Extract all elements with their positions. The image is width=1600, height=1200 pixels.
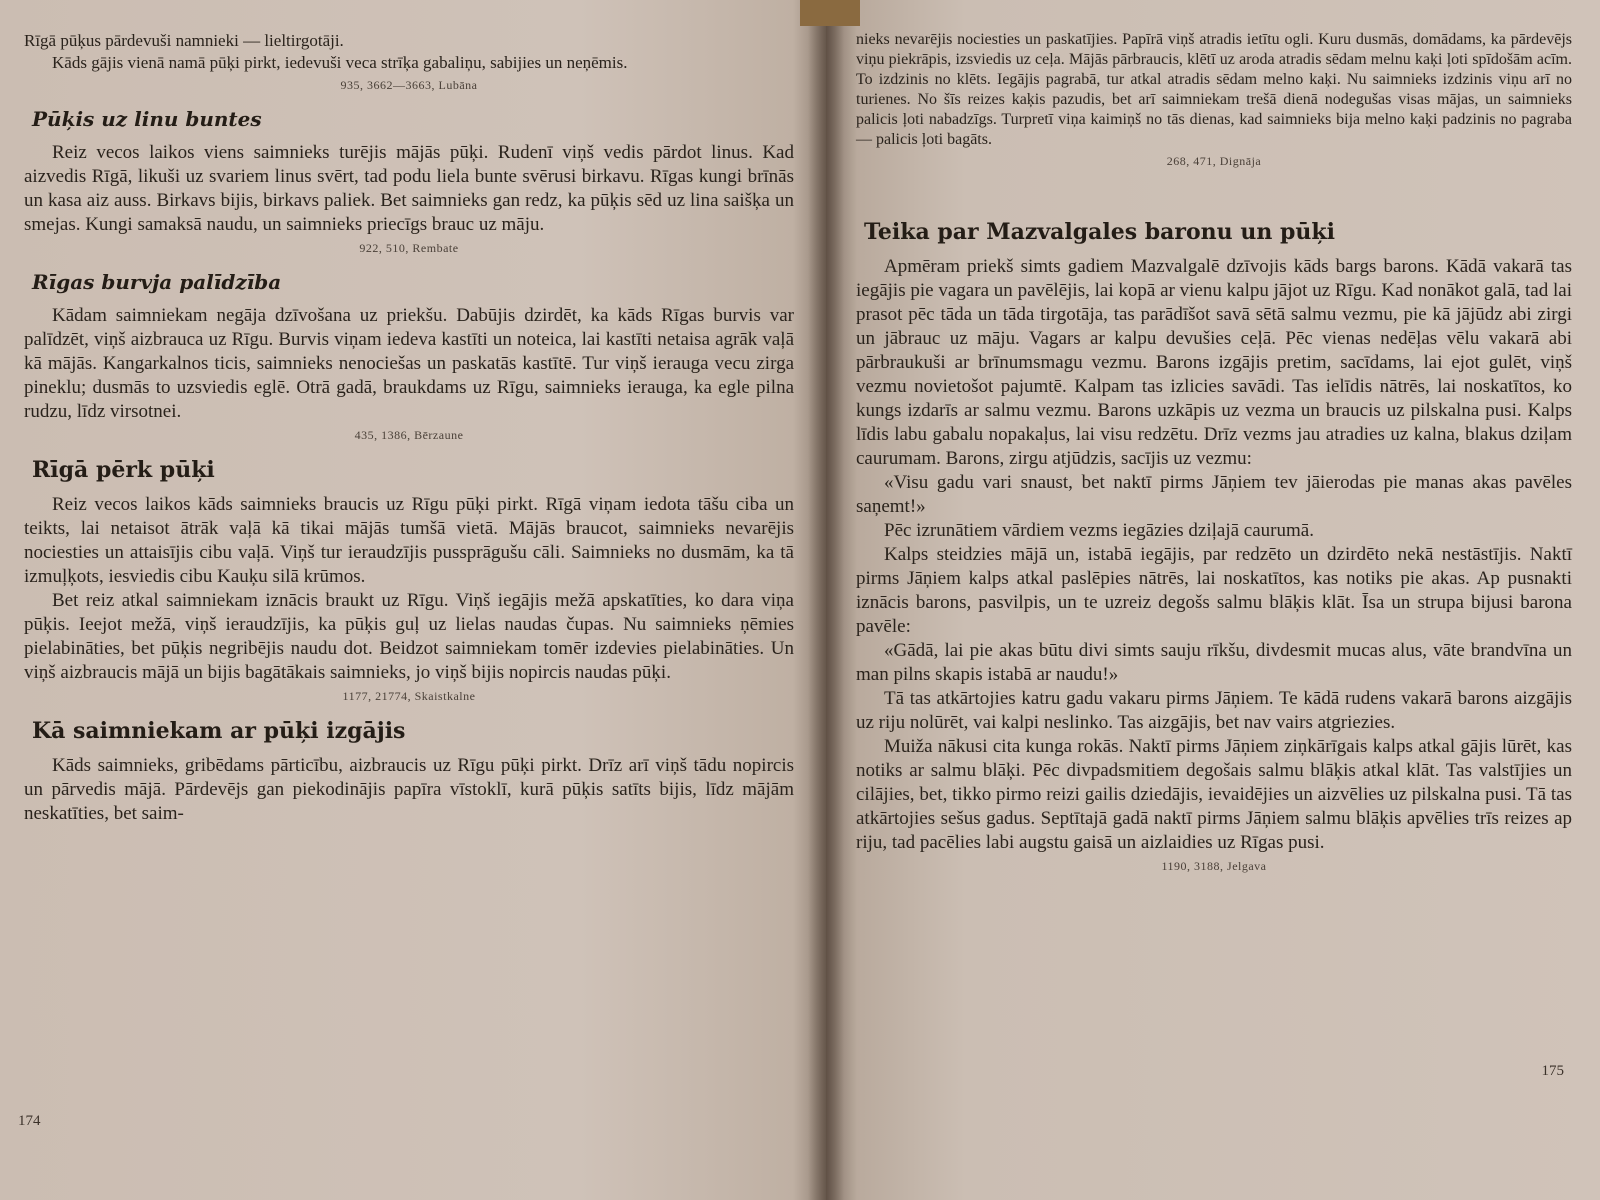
story-paragraph: Tā tas atkārtojies katru gadu vakaru pirms Jāņiem. Te kādā rudens vakarā barons aizgājis uz riju nolūrēt, vai kalpi neslinko. Tas aizgājis, bet nav vairs atgriezies.	[856, 688, 1572, 733]
right-page	[826, 0, 1600, 1200]
story	[24, 457, 794, 704]
table-surface	[800, 0, 860, 26]
story-title: Teika par Mazvalgales baronu un pūķi	[864, 219, 1335, 245]
story-title: Kā saimniekam ar pūķi izgājis	[32, 718, 406, 744]
story-paragraph: Bet reiz atkal saimniekam iznācis braukt uz Rīgu. Viņš iegājis mežā apskatīties, ko dara viņa pūķis. Ieejot mežā, viņš ieraudzījis, ka pūķis guļ uz lielas naudas čupas. Nu saimnieks ņēmies pielabināties, bet pūķis negribējis naudu dot. Beidzot saimniekam tomēr izdevies pielabināties. Un viņš aizbraucis mājā un bijis bagātākais saimnieks, jo viņš bijis nopircis naudas pūķi.	[24, 590, 794, 683]
story-paragraph: Kāds gājis vienā namā pūķi pirkt, iedevuši veca strīķa gabaliņu, sabijies un neņēmis.	[52, 53, 628, 72]
story	[856, 30, 1572, 169]
book-gutter	[808, 0, 844, 1200]
story-paragraph: Kāds saimnieks, gribēdams pārticību, aizbraucis uz Rīgu pūķi pirkt. Drīz arī viņš tādu nopircis un pārvedis mājā. Pārdevējs gan piekodinājis papīra vīstoklī, kurā pūķis satīts bijis, līdz mājām neskatīties, bet saim-	[24, 755, 794, 824]
source-reference: 1177, 21774, Skaistkalne	[342, 689, 476, 703]
source-reference: 268, 471, Dignāja	[1166, 154, 1262, 168]
story	[24, 270, 794, 443]
story	[24, 718, 794, 826]
story	[24, 30, 794, 93]
source-reference: 922, 510, Rembate	[359, 241, 459, 255]
source-reference: 435, 1386, Bērzaune	[354, 428, 464, 442]
story	[856, 219, 1572, 874]
story-title: Rīgā pērk pūķi	[32, 457, 215, 483]
source-reference: 935, 3662—3663, Lubāna	[340, 78, 478, 92]
story-paragraph: Reiz vecos laikos viens saimnieks turējis mājās pūķi. Rudenī viņš vedis pārdot linus. Kad aizvedis Rīgā, likuši uz svariem linus svērt, tad podu liela bunte svērusi birkavu. Rīgas kungi brīnās un kasa aiz auss. Birkavs bijis, birkavs paliek. Bet saimnieks gan redz, ka pūķis sēd uz lina saišķa un smejas. Kungi samaksā naudu, un saimnieks priecīgs brauc uz māju.	[24, 142, 794, 235]
story-paragraph: Muiža nākusi cita kunga rokās. Naktī pirms Jāņiem ziņkārīgais kalps atkal gājis lūrēt, kas notiks ar salmu blāķi. Pēc divpadsmitiem degošais salmu blāķis atkal klāt. Tas valstījies un cilājies, bet, tikko pirmo reizi gailis dziedājis, ievaidējies un aizvēlies uz pilskalna pusi. Tā tas atkārtojies sešus gadus. Septītajā gadā naktī pirms Jāņiem salmu blāķis apvēlies trīs reizes ap riju, tad pacēlies labi augstu gaisā un aizlaidies uz Rīgas pusi.	[856, 736, 1572, 853]
page-number: 174	[18, 1113, 41, 1129]
story-paragraph: Apmēram priekš simts gadiem Mazvalgalē dzīvojis kāds bargs barons. Kādā vakarā tas iegājis pie vagara un pavēlējis, lai kopā ar vienu kalpu jājot uz Rīgu. Kad nonākot galā, tad lai prasot pēc tāda un tāda tirgotāja, tas parādīšot savā sētā salmu vezmu, pie kā jājūdz abi zirgi un jābrauc uz māju. Vagars ar kalpu devušies ceļā. Pēc vienas nedēļas vēlu vakarā abi pārbraukuši ar brīnumsmagu vezmu. Barons izgājis pretim, sacīdams, lai ejot gulēt, viņš vezmu novietošot pajumtē. Kalpam tas izlicies savādi. Tas ielīdis nātrēs, lai noskatītos, ko kungs izdarīs ar salmu vezmu. Barons uzkāpis uz vezma un braucis uz pilskalna pusi. Kalps līdis labu gabalu nopakaļus, lai visu redzētu. Drīz vezms jau atradies uz kalna, blakus dziļam caurumam. Barons, zirgu atjūdzis, sacījis uz vezmu:	[856, 256, 1572, 469]
story-title: Pūķis uz linu buntes	[32, 107, 262, 131]
story-paragraph: nieks nevarējis nociesties un paskatījies. Papīrā viņš atradis ietītu ogli. Kuru dusmās, domādams, ka pārdevējs viņu piekrāpis, izsviedis uz ceļa. Mājās pārbraucis, klētī uz aroda atradis sēdam melnu kaķi ļoti spīdošām acīm. To izdzinis no klēts. Iegājis pagrabā, tur atkal atradis sēdam melno kaķi. Nu saimnieks izdzinis viņu arī no turienes. No šīs reizes kaķis pazudis, bet arī saimniekam trešā dienā nodegušas visas mājas, un saimnieks palicis ļoti nabadzīgs. Turpretī viņa kaimiņš no tās dienas, kad saimnieks bija melno kaķi padzinis no pagraba — palicis ļoti bagāts.	[856, 31, 1572, 148]
story-paragraph: «Gādā, lai pie akas būtu divi simts sauju rīkšu, divdesmit mucas alus, vāte brandvīna un man pilns skapis istabā ar naudu!»	[856, 640, 1572, 685]
story-paragraph: «Visu gadu vari snaust, bet naktī pirms Jāņiem tev jāierodas pie manas akas pavēles saņemt!»	[856, 472, 1572, 517]
story-paragraph: Reiz vecos laikos kāds saimnieks braucis uz Rīgu pūķi pirkt. Rīgā viņam iedota tāšu ciba un teikts, lai netaisot ātrāk vaļā kā tikai mājās tumšā vietā. Mājās braucot, saimnieks nevarējis nociesties un attaisījis cibu vaļā. Viņš tur ieraudzījis pussprāgušu cāli. Saimnieks no dusmām, ka tā izmuļķots, iesviedis cibu Kauķu silā krūmos.	[24, 494, 794, 587]
page-number: 175	[1541, 1063, 1564, 1079]
story-paragraph: Pēc izrunātiem vārdiem vezms iegāzies dziļajā caurumā.	[884, 520, 1314, 541]
story	[24, 107, 794, 256]
story-paragraph: Rīgā pūķus pārdevuši namnieki — lieltirgotāji.	[24, 31, 344, 50]
story-paragraph: Kādam saimniekam negāja dzīvošana uz priekšu. Dabūjis dzirdēt, ka kāds Rīgas burvis var palīdzēt, viņš aizbrauca uz Rīgu. Burvis viņam iedeva kastīti un noteica, lai kastīti netaisa agrāk vaļā kā mājās. Kangarkalnos ticis, saimnieks nenociešas un paskatās kastītē. Tur viņš ierauga vecu zirga pineklu; dusmās to uzsviedis eglē. Otrā gadā, braukdams uz Rīgu, saimnieks ierauga, ka egle pilna rudzu, līdz virsotnei.	[24, 305, 794, 422]
source-reference: 1190, 3188, Jelgava	[1161, 859, 1267, 873]
story-paragraph: Kalps steidzies mājā un, istabā iegājis, par redzēto un dzirdēto nekā nestāstījis. Naktī pirms Jāņiem kalps atkal paslēpies nātrēs, lai noskatītos, kas notiks pie akas. Ap pusnakti iznācis barons, pasvilpis, un te uzreiz degošs salmu blāķis klāt. Īsa un strupa bijusi barona pavēle:	[856, 544, 1572, 637]
story-title: Rīgas burvja palīdzība	[32, 270, 282, 294]
